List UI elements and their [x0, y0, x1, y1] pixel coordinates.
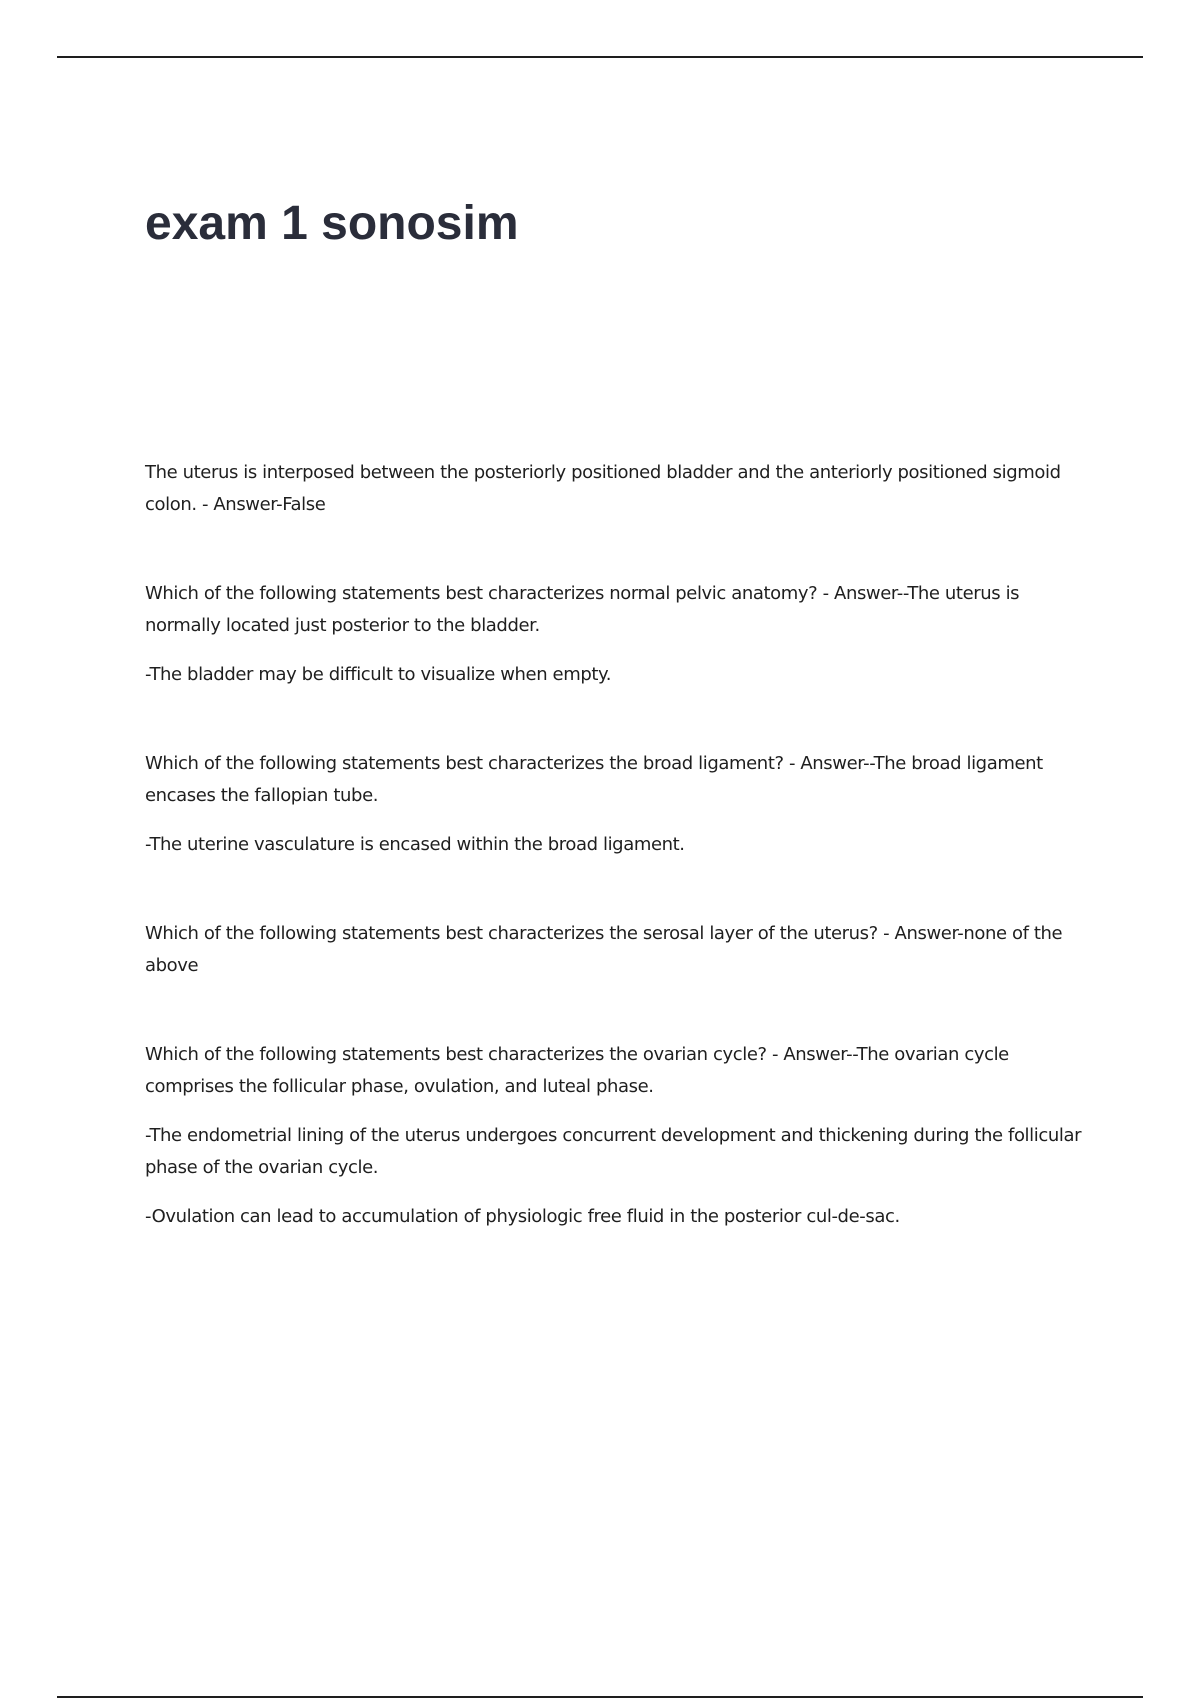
- qa-paragraph: -The endometrial lining of the uterus undergoes concurrent development and thickening during the follicular phase of the ovarian cycle.: [145, 1125, 1082, 1178]
- qa-paragraph: -Ovulation can lead to accumulation of physiologic free fluid in the posterior cul-de-sac.: [145, 1206, 900, 1227]
- qa-item-1: [145, 457, 1095, 521]
- page-title: exam 1 sonosim: [145, 197, 519, 250]
- qa-paragraph: Which of the following statements best characterizes the serosal layer of the uterus? - Answer-none of the above: [145, 923, 1063, 976]
- qa-item-4: [145, 918, 1095, 982]
- footer-divider: [57, 1696, 1143, 1698]
- qa-item-5: [145, 1039, 1095, 1233]
- qa-paragraph: -The uterine vasculature is encased within the broad ligament.: [145, 834, 685, 855]
- qa-paragraph: Which of the following statements best characterizes the broad ligament? - Answer--The broad ligament encases the fallopian tube.: [145, 753, 1043, 806]
- qa-item-3: [145, 748, 1095, 861]
- qa-paragraph: Which of the following statements best characterizes normal pelvic anatomy? - Answer--The uterus is normally located just posterior to the bladder.: [145, 583, 1020, 636]
- header-divider: [57, 56, 1143, 58]
- qa-paragraph: -The bladder may be difficult to visualize when empty.: [145, 664, 612, 685]
- qa-item-2: [145, 578, 1095, 691]
- qa-paragraph: The uterus is interposed between the posteriorly positioned bladder and the anteriorly positioned sigmoid colon. - Answer-False: [145, 462, 1061, 515]
- qa-list: [145, 457, 1095, 1290]
- qa-paragraph: Which of the following statements best characterizes the ovarian cycle? - Answer--The ovarian cycle comprises the follicular phase, ovulation, and luteal phase.: [145, 1044, 1009, 1097]
